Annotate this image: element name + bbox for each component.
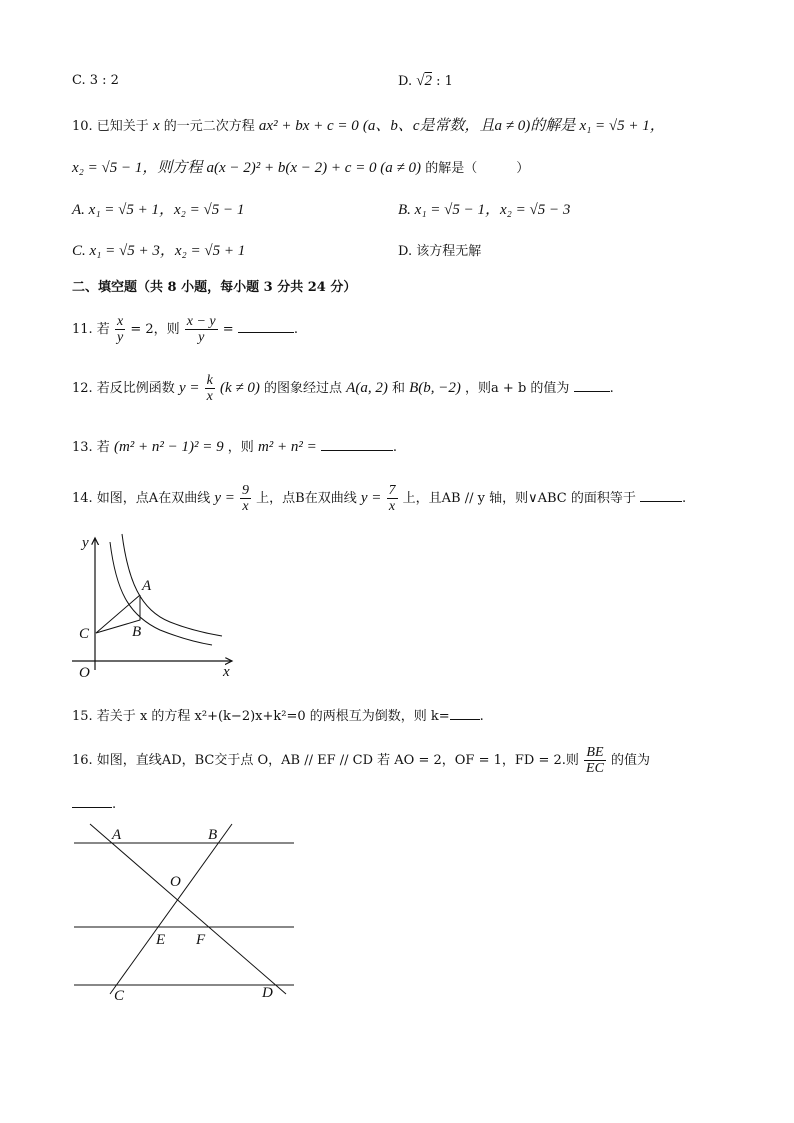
q9-option-d-tail: : 1 xyxy=(436,74,453,89)
fig16-label-c: C xyxy=(114,988,125,1004)
q14-y2: y = xyxy=(360,490,382,506)
q15-answer-blank[interactable] xyxy=(450,707,480,720)
section-heading: 二、填空题（共 8 小题，每小题 3 分共 24 分） xyxy=(72,280,357,295)
q16-figure xyxy=(70,818,300,1008)
q12-tail: ，则a + b 的值为 xyxy=(465,381,570,396)
q11-f2-den: y xyxy=(198,330,205,345)
q12-den: x xyxy=(206,389,213,404)
q11-eq: = xyxy=(222,322,234,337)
q16-answer-blank[interactable] xyxy=(72,795,112,808)
q13-answer-blank[interactable] xyxy=(321,438,393,451)
q16 xyxy=(72,745,650,776)
q11-lead: 11. 若 xyxy=(72,322,110,337)
q12-point-b: B(b, −2) xyxy=(409,380,461,396)
q16-tail: 的值为 xyxy=(611,753,651,768)
q14-fraction-1 xyxy=(240,483,251,514)
q16-answer-line xyxy=(72,795,116,812)
q12-condition: (k ≠ 0) xyxy=(219,380,260,396)
q11-answer-blank[interactable] xyxy=(238,320,294,333)
line-bc xyxy=(110,824,232,994)
fig16-label-e: E xyxy=(156,932,166,948)
q14-f1-den: x xyxy=(242,499,249,514)
fig14-label-c: C xyxy=(79,626,90,642)
q14-fraction-2 xyxy=(387,483,398,514)
q13-expr: m² + n² = xyxy=(257,439,317,455)
fig16-label-b: B xyxy=(208,827,218,843)
fig14-label-b: B xyxy=(132,624,142,640)
q10-var: x xyxy=(152,118,160,134)
q10-option-d: D. 该方程无解 xyxy=(398,244,482,259)
q16-num: BE xyxy=(584,745,606,761)
q11-f1-num: x xyxy=(116,314,124,329)
q10-option-b: B. x₁ = √5 − 1，x₂ = √5 − 3 xyxy=(398,202,571,218)
line-ad xyxy=(90,824,286,994)
q15 xyxy=(72,705,484,724)
q9-option-d-label: D. xyxy=(398,74,413,89)
q10-tail: 的解是（ ） xyxy=(425,161,530,176)
q14-figure xyxy=(70,530,245,685)
q12-y: y = xyxy=(178,380,200,396)
hyperbola-inner xyxy=(110,542,212,645)
q13-lead: 13. 若 xyxy=(72,440,110,455)
q10-text1: 的一元二次方程 xyxy=(163,119,255,134)
fig16-label-d: D xyxy=(262,985,273,1001)
q12-fraction xyxy=(205,373,215,404)
q12-num: k xyxy=(206,373,213,388)
q12-text: 的图象经过点 xyxy=(264,381,343,396)
q14-answer-blank[interactable] xyxy=(640,489,682,502)
fig16-label-a: A xyxy=(112,827,122,843)
q12 xyxy=(72,373,614,404)
q12-lead: 12. 若反比例函数 xyxy=(72,381,175,396)
q16-end: . xyxy=(112,797,117,812)
fig14-label-a: A xyxy=(142,578,152,594)
q14-y1: y = xyxy=(214,490,235,506)
q13 xyxy=(72,436,397,456)
q10-condition: (a、b、c是常数，且a ≠ 0)的解是 xyxy=(362,118,576,134)
q9-option-d xyxy=(398,73,453,90)
q11-f1-den: y xyxy=(116,330,124,345)
q16-fraction xyxy=(584,745,606,776)
fig14-label-o: O xyxy=(79,665,90,681)
q16-den: EC xyxy=(586,761,604,776)
q10-line1 xyxy=(72,114,665,135)
q10-lead: 10. 已知关于 xyxy=(72,119,149,134)
q10-option-a: A. x₁ = √5 + 1，x₂ = √5 − 1 xyxy=(72,202,245,218)
q12-point-a: A(a, 2) xyxy=(346,380,388,396)
q15-end: . xyxy=(479,709,484,724)
q12-end: . xyxy=(609,381,614,396)
fig14-label-y: y xyxy=(82,535,89,551)
q10-option-c: C. x₁ = √5 + 3，x₂ = √5 + 1 xyxy=(72,243,246,259)
q14 xyxy=(72,483,686,514)
q14-f2-den: x xyxy=(388,499,396,514)
q14-tail: 上，且AB // y 轴，则∨ABC 的面积等于 xyxy=(402,491,636,506)
q11 xyxy=(72,314,298,345)
q9-option-c: C. 3 : 2 xyxy=(72,73,119,88)
q11-mid: = 2，则 xyxy=(130,322,180,337)
q15-text: 15. 若关于 x 的方程 x²+(k−2)x+k²=0 的两根互为倒数，则 k= xyxy=(72,709,450,724)
q10-equation-2: a(x − 2)² + b(x − 2) + c = 0 (a ≠ 0) xyxy=(206,160,422,176)
q12-and: 和 xyxy=(391,381,405,396)
sqrt2: √2 xyxy=(416,73,432,89)
q14-f2-num: 7 xyxy=(388,483,396,498)
q13-end: . xyxy=(392,440,398,455)
q16-text: 16. 如图，直线AD，BC交于点 O，AB // EF // CD 若 AO = 2，OF = 1，FD = 2.则 xyxy=(72,753,579,768)
q14-mid: 上，点B在双曲线 xyxy=(256,491,357,506)
q14-f1-num: 9 xyxy=(242,483,250,498)
q10-solution-1: x₁ = √5 + 1， xyxy=(579,118,665,134)
q13-equation: (m² + n² − 1)² = 9 xyxy=(113,439,224,455)
q10-line2 xyxy=(72,156,529,177)
q11-fraction-2 xyxy=(185,314,218,345)
q14-end: . xyxy=(682,491,687,506)
q13-mid: ，则 xyxy=(227,440,254,455)
q12-answer-blank[interactable] xyxy=(574,379,610,392)
q11-fraction-1 xyxy=(115,314,125,345)
q14-lead: 14. 如图，点A在双曲线 xyxy=(72,491,211,506)
fig16-label-o: O xyxy=(170,874,181,890)
fig16-label-f: F xyxy=(196,932,206,948)
fig14-label-x: x xyxy=(223,664,230,680)
q10-equation: ax² + bx + c = 0 xyxy=(258,118,359,134)
q10-solution-2: x₂ = √5 − 1，则方程 xyxy=(72,160,203,176)
q11-f2-num: x − y xyxy=(186,314,216,329)
q11-end: . xyxy=(293,322,298,337)
